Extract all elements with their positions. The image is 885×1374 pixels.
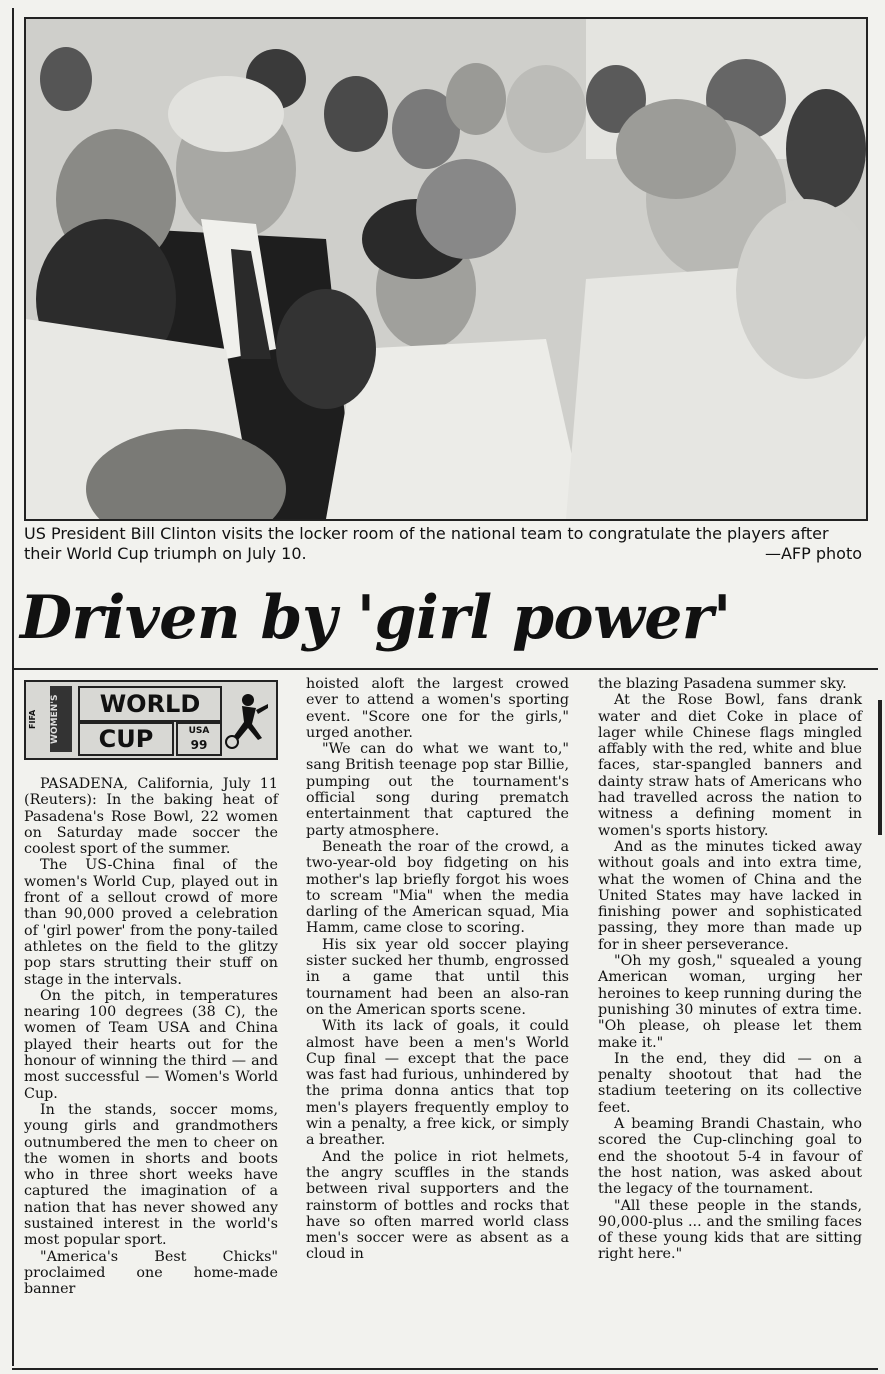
column-edge-bar — [878, 700, 882, 835]
headline: Driven by 'girl power' — [20, 583, 731, 653]
paragraph: At the Rose Bowl, fans drank water and diet Coke in place of lager while Chinese flags mingled affably with the red, white and blue faces, star-spangled banners and dainty straw hats of Americans who had travelled across the nation to witness a defining moment in women's sports history. — [598, 692, 862, 839]
paragraph: Beneath the roar of the crowd, a two-year-old boy fidgeting on his mother's lap briefly forgot his woes to scream "Mia" when the media darling of the American squad, Mia Hamm, came close to scoring. — [306, 838, 569, 937]
bottom-rule — [12, 1368, 878, 1370]
photo-caption — [24, 524, 864, 564]
caption-text: US President Bill Clinton visits the locker room of the national team to congratulate the players after their World Cup triumph on July 10. — [24, 524, 829, 563]
world-cup-logo — [24, 680, 278, 760]
article-column-3 — [598, 676, 862, 1263]
logo-year-box — [176, 722, 222, 756]
photo-credit: —AFP photo — [764, 544, 862, 563]
soccer-player-icon — [222, 688, 270, 750]
logo-womens: WOMEN'S — [50, 686, 72, 752]
paragraph: His six year old soccer playing sister sucked her thumb, engrossed in a game that until this tournament had been an also-ran on the American sports scene. — [306, 936, 569, 1018]
article-column-2 — [306, 676, 569, 1263]
logo-year: 99 — [190, 738, 208, 752]
paragraph: "America's Best Chicks" proclaimed one home-made banner — [24, 1248, 278, 1298]
logo-world: WORLD — [78, 686, 222, 722]
paragraph: With its lack of goals, it could almost have been a men's World Cup final — except that the pace was fast had furious, unhindered by the prima donna antics that top men's players frequently employ to win a penalty, a free kick, or simply a breather. — [306, 1018, 569, 1149]
paragraph: hoisted aloft the largest crowed ever to attend a women's sporting event. "Score one for the girls," urged another. — [306, 676, 569, 741]
paragraph: On the pitch, in temperatures nearing 100 degrees (38 C), the women of Team USA and China played their hearts out for the honour of winning the third — and most successful — Women's World Cup. — [24, 987, 278, 1102]
paragraph: And as the minutes ticked away without goals and into extra time, what the women of China and the United States may have lacked in finishing power and sophisticated passing, they more than made up for in sheer perseverance. — [598, 838, 862, 953]
paragraph: "We can do what we want to," sang British teenage pop star Billie, pumping out the tournament's official song during prematch entertainment that captured the party atmosphere. — [306, 741, 569, 839]
paragraph: A beaming Brandi Chastain, who scored the Cup-clinching goal to end the shootout 5-4 in favour of the host nation, was asked about the legacy of the tournament. — [598, 1116, 862, 1198]
article-column-1 — [24, 776, 278, 1298]
paragraph: PASADENA, California, July 11 (Reuters): In the baking heat of Pasadena's Rose Bowl, 22 women on Saturday made soccer the coolest sport of the summer. — [24, 776, 278, 858]
logo-fifa: FIFA — [28, 709, 37, 729]
paragraph: And the police in riot helmets, the angry scuffles in the stands between rival supporters and the rainstorm of bottles and rocks that have so often marred world class men's soccer were as absent as a cloud in — [306, 1148, 569, 1263]
paragraph: the blazing Pasadena summer sky. — [598, 676, 847, 692]
headline-rule — [12, 668, 878, 670]
photo-illustration — [26, 19, 866, 519]
paragraph: In the end, they did — on a penalty shootout that had the stadium teetering on its collective feet. — [598, 1050, 862, 1116]
paragraph: The US-China final of the women's World Cup, played out in front of a sellout crowd of more than 90,000 proved a celebration of 'girl power' from the pony-tailed athletes on the field to the glitzy pop stars strutting their stuff on stage in the intervals. — [24, 857, 278, 988]
news-photo — [24, 17, 868, 521]
logo-cup: CUP — [78, 722, 174, 756]
paragraph: "Oh my gosh," squealed a young American woman, urging her heroines to keep running during the punishing 30 minutes of extra time. "Oh please, oh please let them make it." — [598, 953, 862, 1051]
paragraph: In the stands, soccer moms, young girls and grandmothers outnumbered the men to cheer on the women in shorts and boots who in three short weeks have captured the imagination of a nation that has never showed any sustained interest in the world's most popular sport. — [24, 1101, 278, 1249]
logo-usa: USA — [188, 726, 210, 736]
paragraph: "All these people in the stands, 90,000-plus ... and the smiling faces of these young kids that are sitting right here." — [598, 1197, 862, 1263]
